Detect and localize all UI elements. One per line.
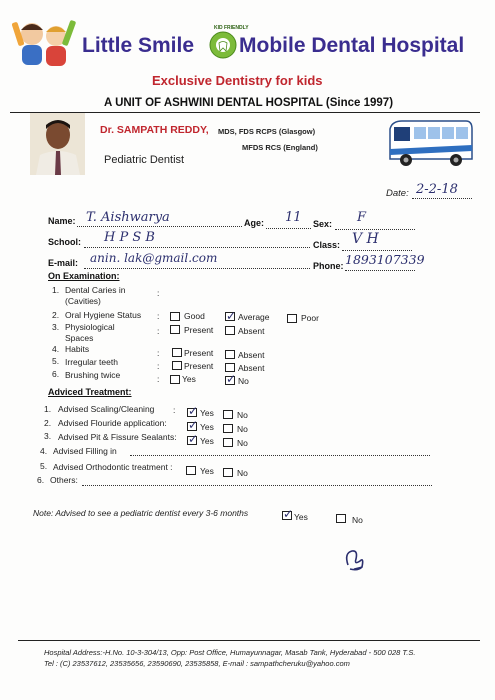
irregular-absent-checkbox[interactable] <box>225 363 235 372</box>
bus-image <box>386 115 474 171</box>
check-mark-icon: ✓ <box>283 507 294 521</box>
name-line <box>77 226 242 227</box>
school-line <box>84 247 310 248</box>
ortho-no-label: No <box>237 468 248 478</box>
examination-heading: On Examination: <box>48 271 120 281</box>
note-no-label: No <box>352 515 363 525</box>
check-mark-icon: ✓ <box>188 404 199 418</box>
fluoride-no-label: No <box>237 424 248 434</box>
habits-present-checkbox[interactable] <box>172 348 182 357</box>
scaling-no-label: No <box>237 410 248 420</box>
email-line <box>84 268 310 269</box>
others-line <box>82 485 432 486</box>
treat-5-label: Advised Orthodontic treatment : <box>53 462 173 472</box>
treat-1-label: Advised Scaling/Cleaning <box>58 404 155 414</box>
footer-divider <box>18 640 480 641</box>
spaces-present-label: Present <box>184 325 214 335</box>
hygiene-poor-checkbox[interactable] <box>287 314 297 323</box>
fluoride-yes-label: Yes <box>200 422 214 432</box>
exam-3-label2: Spaces <box>65 333 94 343</box>
doctor-qualification-2: MFDS RCS (England) <box>242 143 318 152</box>
spaces-absent-checkbox[interactable] <box>225 326 235 335</box>
exam-3-num: 3. <box>52 322 60 332</box>
name-value[interactable]: T. Aishwarya <box>86 210 170 225</box>
exam-2-num: 2. <box>52 310 60 320</box>
check-mark-icon: ✓ <box>226 372 237 386</box>
hygiene-poor-label: Poor <box>301 313 319 323</box>
kids-logo <box>12 16 78 70</box>
treat-5-num: 5. <box>40 461 48 471</box>
brushing-yes-checkbox[interactable] <box>170 375 180 384</box>
check-mark-icon: ✓ <box>188 418 199 432</box>
school-label: School: <box>48 237 81 247</box>
treat-2-label: Advised Flouride application: <box>58 418 167 428</box>
sex-label: Sex: <box>313 219 333 229</box>
scaling-yes-label: Yes <box>200 408 214 418</box>
class-line <box>342 250 412 251</box>
exam-6-label: Brushing twice <box>65 370 121 380</box>
date-label: Date: <box>386 188 409 199</box>
exam-3-label: Physiological <box>65 322 115 332</box>
note-text: Note: Advised to see a pediatric dentist every 3-6 months <box>33 508 249 518</box>
age-line <box>266 228 311 229</box>
age-value[interactable]: 11 <box>285 210 302 225</box>
ortho-yes-label: Yes <box>200 466 214 476</box>
treat-6-num: 6. <box>37 475 45 485</box>
tagline: Exclusive Dentistry for kids <box>152 73 323 88</box>
hygiene-average-label: Average <box>238 312 270 322</box>
treat-4-label: Advised Filling in <box>53 446 117 456</box>
exam-1-label2: (Cavities) <box>65 296 101 306</box>
exam-4-num: 4. <box>52 344 60 354</box>
habits-absent-label: Absent <box>238 350 265 360</box>
spaces-present-checkbox[interactable] <box>170 325 180 334</box>
hygiene-good-checkbox[interactable] <box>170 312 180 321</box>
note-yes-label: Yes <box>294 512 308 522</box>
footer-address: Hospital Address:-H.No. 10-3-304/13, Opp: Post Office, Humayunnagar, Masab Tank, Hyderabad - 500 028 T.S. <box>44 648 416 657</box>
habits-present-label: Present <box>184 348 214 358</box>
exam-1-num: 1. <box>52 285 60 295</box>
sex-value[interactable]: F <box>357 210 367 225</box>
email-label: E-mail: <box>48 258 79 268</box>
exam-1-colon: : <box>157 288 160 298</box>
irregular-present-label: Present <box>184 361 214 371</box>
treat-1-num: 1. <box>44 404 52 414</box>
doctor-name: Dr. SAMPATH REDDY, <box>100 124 209 136</box>
hospital-title-right: Mobile Dental Hospital <box>239 34 465 57</box>
treat-2-num: 2. <box>44 418 52 428</box>
badge-text: KID FRIENDLY <box>214 25 249 31</box>
exam-4-colon: : <box>157 348 160 358</box>
exam-6-num: 6. <box>52 369 60 379</box>
phone-label: Phone: <box>313 261 344 271</box>
name-label: Name: <box>48 216 76 226</box>
treatment-heading: Adviced Treatment: <box>48 387 132 397</box>
irregular-present-checkbox[interactable] <box>172 361 182 370</box>
sealant-no-label: No <box>237 438 248 448</box>
filling-line <box>130 455 430 456</box>
treat-3-num: 3. <box>44 431 52 441</box>
exam-1-label: Dental Caries in <box>65 285 126 295</box>
exam-2-colon: : <box>157 311 160 321</box>
scaling-no-checkbox[interactable] <box>223 410 233 419</box>
habits-absent-checkbox[interactable] <box>225 350 235 359</box>
sex-line <box>335 229 415 230</box>
exam-6-colon: : <box>157 374 160 384</box>
class-value[interactable]: V H <box>352 231 379 247</box>
hospital-title-left: Little Smile <box>82 34 195 57</box>
doctor-specialty: Pediatric Dentist <box>104 154 185 166</box>
note-no-checkbox[interactable] <box>336 514 346 523</box>
treat-4-num: 4. <box>40 446 48 456</box>
treat-3-label: Advised Pit & Fissure Sealants: <box>58 432 177 442</box>
doctor-photo <box>30 113 85 175</box>
school-value[interactable]: H P S B <box>104 230 155 245</box>
sealant-yes-label: Yes <box>200 436 214 446</box>
exam-3-colon: : <box>157 326 160 336</box>
spaces-absent-label: Absent <box>238 326 265 336</box>
kid-friendly-badge <box>209 31 237 59</box>
class-label: Class: <box>313 240 341 250</box>
footer-contact: Tel : (C) 23537612, 23535656, 23590690, 23535858, E-mail : sampathcheruku@yahoo.com <box>44 659 350 668</box>
brushing-no-label: No <box>238 376 249 386</box>
sealant-no-checkbox[interactable] <box>223 438 233 447</box>
exam-5-num: 5. <box>52 356 60 366</box>
ortho-yes-checkbox[interactable] <box>186 466 196 475</box>
signature <box>340 545 370 573</box>
date-value[interactable]: 2-2-18 <box>416 182 458 197</box>
hygiene-good-label: Good <box>184 311 205 321</box>
irregular-absent-label: Absent <box>238 363 265 373</box>
exam-2-label: Oral Hygiene Status <box>65 310 142 320</box>
ortho-no-checkbox[interactable] <box>223 468 233 477</box>
exam-4-label: Habits <box>65 344 90 354</box>
phone-line <box>345 270 415 271</box>
age-label: Age: <box>244 218 264 228</box>
brushing-yes-label: Yes <box>182 374 196 384</box>
date-line <box>412 198 472 199</box>
exam-5-label: Irregular teeth <box>65 357 118 367</box>
check-mark-icon: ✓ <box>188 432 199 446</box>
unit-line: A UNIT OF ASHWINI DENTAL HOSPITAL (Since 1997) <box>104 97 394 109</box>
fluoride-no-checkbox[interactable] <box>223 424 233 433</box>
email-value[interactable]: anin. lak@gmail.com <box>90 251 218 265</box>
exam-5-colon: : <box>157 361 160 371</box>
treat-6-label: Others: <box>50 475 78 485</box>
treat-1-colon: : <box>173 405 176 415</box>
check-mark-icon: ✓ <box>226 309 237 323</box>
phone-value[interactable]: 1893107339 <box>345 252 425 267</box>
doctor-qualification-1: MDS, FDS RCPS (Glasgow) <box>218 127 316 136</box>
